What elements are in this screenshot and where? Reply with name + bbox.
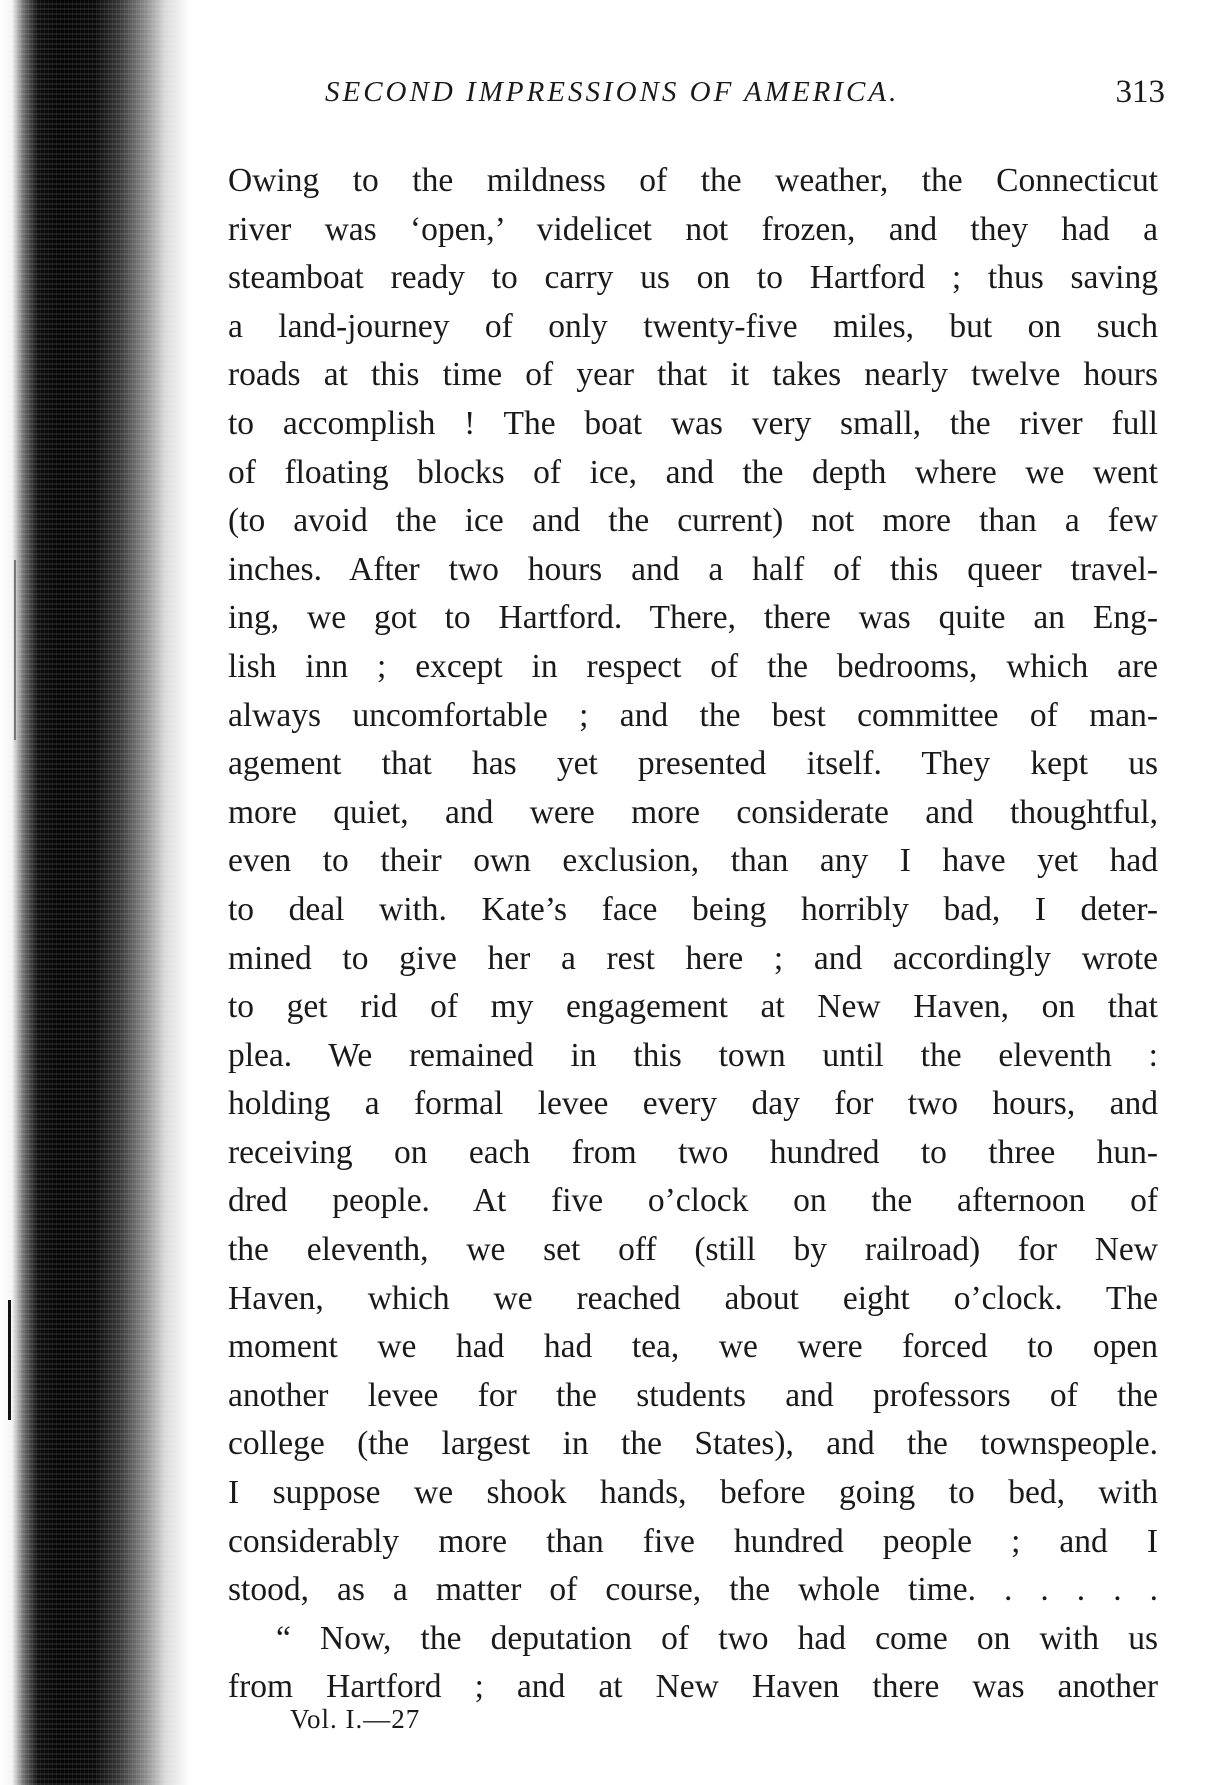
text-line: another levee for the students and professors of the [228, 1376, 1158, 1414]
edge-mark [14, 560, 16, 740]
text-line: roads at this time of year that it takes nearly twelve hours [228, 356, 1158, 394]
text-line: considerably more than five hundred people ; and I [228, 1522, 1158, 1560]
text-line: inches. After two hours and a half of this queer travel- [228, 550, 1158, 588]
text-line: to accomplish ! The boat was very small, the river full [228, 404, 1158, 442]
binding-texture [0, 0, 190, 1785]
running-head [325, 70, 1165, 120]
text-line: to deal with. Kate’s face being horribly bad, I deter- [228, 890, 1158, 928]
text-line: from Hartford ; and at New Haven there was another [228, 1668, 1158, 1706]
text-line: stood, as a matter of course, the whole time. . . . . . [228, 1571, 1158, 1609]
text-line: dred people. At five o’clock on the afternoon of [228, 1182, 1158, 1220]
signature-mark: Vol. I.—27 [290, 1704, 421, 1734]
text-line: plea. We remained in this town until the eleventh : [228, 1036, 1158, 1074]
text-line: always uncomfortable ; and the best committee of man- [228, 696, 1158, 734]
text-line: lish inn ; except in respect of the bedrooms, which are [228, 647, 1158, 685]
text-line: river was ‘open,’ videlicet not frozen, and they had a [228, 210, 1158, 248]
text-line: even to their own exclusion, than any I have yet had [228, 842, 1158, 880]
text-line: agement that has yet presented itself. They kept us [228, 745, 1158, 783]
text-line: holding a formal levee every day for two hours, and [228, 1085, 1158, 1123]
page-number: 313 [1115, 74, 1165, 110]
text-line: (to avoid the ice and the current) not more than a few [228, 502, 1158, 540]
text-line: Haven, which we reached about eight o’clock. The [228, 1279, 1158, 1317]
text-line: college (the largest in the States), and the townspeople. [228, 1425, 1158, 1463]
text-line: steamboat ready to carry us on to Hartford ; thus saving [228, 259, 1158, 297]
text-line: the eleventh, we set off (still by railroad) for New [228, 1231, 1158, 1269]
text-line: “ Now, the deputation of two had come on with us [276, 1619, 1158, 1657]
running-title: SECOND IMPRESSIONS OF AMERICA. [325, 76, 900, 108]
body-text [228, 157, 1158, 1712]
edge-mark [8, 1300, 11, 1420]
text-line: of floating blocks of ice, and the depth where we went [228, 453, 1158, 491]
text-line: to get rid of my engagement at New Haven, on that [228, 988, 1158, 1026]
text-line: mined to give her a rest here ; and accordingly wrote [228, 939, 1158, 977]
text-line: moment we had had tea, we were forced to open [228, 1328, 1158, 1366]
text-line: Owing to the mildness of the weather, the Connecticut [228, 162, 1158, 199]
text-line: more quiet, and were more considerate and thoughtful, [228, 793, 1158, 831]
text-line: receiving on each from two hundred to three hun- [228, 1133, 1158, 1171]
text-line: ing, we got to Hartford. There, there was quite an Eng- [228, 599, 1158, 637]
text-line: a land-journey of only twenty-five miles, but on such [228, 307, 1158, 345]
text-line: I suppose we shook hands, before going to bed, with [228, 1474, 1158, 1512]
